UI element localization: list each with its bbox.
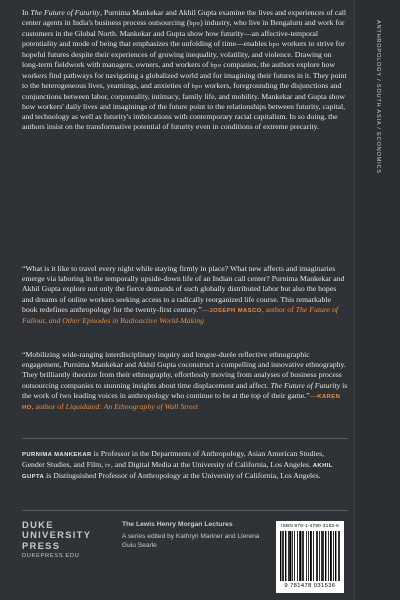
barcode-number: 9 781478 031536: [284, 583, 336, 589]
series-info: [122, 520, 262, 550]
barcode-bar: [292, 531, 293, 581]
barcode-bar: [333, 531, 334, 581]
isbn-label: ISBN 978-1-4780-3153-6: [281, 523, 339, 528]
author-bio-text: is Distinguished Professor of Anthropology at the University of California, Los Angeles.: [44, 471, 321, 481]
endorsement-quote-1: [22, 264, 348, 326]
quote-text: “Mobilizing wide-ranging interdisciplinary inquiry and longue-durée reflective ethnographic engagement, Purnima Mankekar and Akhil Gupta coconstruct a compelling and innovative ethnography. They brilliantly theorize from their ethnography, effortlessly moving from analyses of business process outsourcing companies to stunning insights about time displacement and affect.: [22, 350, 346, 390]
barcode-bar: [289, 531, 290, 581]
barcode-bar: [322, 531, 323, 581]
bpo-abbrev: bpo: [210, 62, 222, 69]
quote-text: is the work of two leading voices in anthropology who continue to be at the top of their game.”: [22, 380, 348, 400]
barcode-bar: [316, 531, 317, 581]
barcode-bar: [303, 531, 304, 581]
quote-author-role: , author of: [261, 304, 296, 314]
barcode-bar: [328, 531, 329, 581]
author-name: AKHIL GUPTA: [22, 463, 333, 481]
spine-strip: [354, 0, 400, 600]
bpo-abbrev: bpo: [189, 20, 201, 27]
quote-author-role: , author of: [31, 402, 66, 412]
author-name: PURNIMA MANKEKAR: [22, 452, 92, 458]
author-bio-text: is Professor in the Departments of Anthropology, Asian American Studies, Gender Studies, and Film,: [22, 449, 325, 470]
series-editors: A series edited by Kathryn Mariner and Llerena Guiu Searle: [122, 533, 260, 549]
subject-categories: ANTHROPOLOGY / SOUTH ASIA / ECONOMICS: [375, 20, 381, 174]
barcode-bar: [297, 531, 298, 581]
barcode-bar: [288, 531, 289, 581]
barcode-bar: [285, 531, 286, 581]
barcode-bar: [339, 531, 340, 581]
barcode-bar: [338, 531, 339, 581]
barcode-bar: [335, 531, 336, 581]
book-title: The Future of Futurity: [270, 380, 341, 390]
blurb-text: ) industry, who live in Bengaluru and work for customers in the Global North. Mankekar and Gupta show how futurity—an affective-temporal potentiality and mode of being that emphasizes the unfolding of time—enables: [22, 18, 345, 48]
book-title: The Future of Futurity: [30, 8, 101, 17]
barcode-bar: [280, 531, 281, 581]
publisher-url: DUKEPRESS.EDU: [22, 552, 80, 559]
description-paragraph: [22, 8, 348, 132]
blurb-text: workers, foregrounding the disjunctions and conjunctions between labor, corporeality, intimacy, family life, and mobility. Mankekar and Gupta show how workers' daily lives and imaginings of the future point to the relationships between futurity, capital, and technology as well as futurity's imbrications with contemporary racial capitalism. In so doing, the authors insist on the transformative potential of futurity even in conditions of extreme precarity.: [22, 81, 346, 131]
barcode-bar: [331, 531, 332, 581]
publisher-name-line: UNIVERSITY: [22, 529, 92, 541]
blurb-text: , Purnima Mankekar and Akhil Gupta examine the lives and experiences of call center agents in India's business process outsourcing (: [22, 8, 347, 27]
publisher-name-line: PRESS: [22, 539, 61, 551]
bpo-abbrev: bpo: [191, 83, 203, 90]
publisher-name-line: DUKE: [22, 519, 54, 530]
barcode-bar: [299, 531, 300, 581]
barcode-bar: [300, 531, 301, 581]
barcode-bar: [290, 531, 291, 581]
barcode-bar: [302, 531, 303, 581]
quote-text: “What is it like to travel every night while staying firmly in place? What new affects and imaginaries emerge via laboring in the temporally upside-down life of an Indian call center? Purnima Mankekar and Akhil Gupta explore not only the fierce demands of such globally distributed labor but also the hopes and dreams of online workers seeking access to a radically reorganized life course. This remarkable book redefines anthropology for the twenty-first century.”: [22, 264, 345, 314]
quote-author: JOSEPH MASCO: [209, 307, 262, 314]
quote-dash: —: [309, 390, 318, 400]
publisher-logo: [22, 520, 112, 559]
bpo-abbrev: bpo: [268, 41, 280, 48]
barcode-bar: [283, 531, 284, 581]
barcode-bar: [323, 531, 324, 581]
barcode-bar: [308, 531, 309, 581]
author-bio-text: , and Digital Media at the University of California, Los Angeles.: [110, 460, 313, 470]
barcode-bar: [319, 531, 320, 581]
barcode-bar: [294, 531, 295, 581]
barcode-bar: [311, 531, 312, 581]
barcode-bar: [313, 531, 314, 581]
barcode-bar: [321, 531, 322, 581]
tv-abbrev: tv: [105, 462, 111, 470]
quote-author: KAREN HO: [22, 393, 341, 412]
barcode-bars: [280, 531, 340, 581]
blurb-text: companies, the authors explore how workers find pathways for navigating a globalized world and for imagining their futures in it. They point to the heterogeneous lives, yearnings, and anxieties of: [22, 60, 347, 90]
barcode-bar: [282, 531, 283, 581]
series-title: The Lewis Henry Morgan Lectures: [122, 521, 233, 528]
quote-author-book: The Future of Fallout, and Other Episodes in Radioactive World-Making: [22, 304, 339, 326]
quote-dash: —: [201, 304, 210, 314]
quote-author-book: Liquidated: An Ethnography of Wall Street: [65, 402, 199, 412]
blurb-text: workers to strive for hopeful futures despite their experiences of growing inequality, volatility, and violence. Drawing on long-term fieldwork with managers, owners, and workers of: [22, 39, 345, 69]
divider: [22, 438, 348, 439]
author-bios: [22, 449, 348, 483]
barcode-bar: [325, 531, 326, 581]
barcode-bar: [317, 531, 318, 581]
blurb-text: In: [22, 8, 31, 17]
barcode-bar: [306, 531, 307, 581]
endorsement-quote-2: [22, 350, 348, 413]
barcode: [276, 521, 344, 593]
divider: [22, 510, 348, 511]
